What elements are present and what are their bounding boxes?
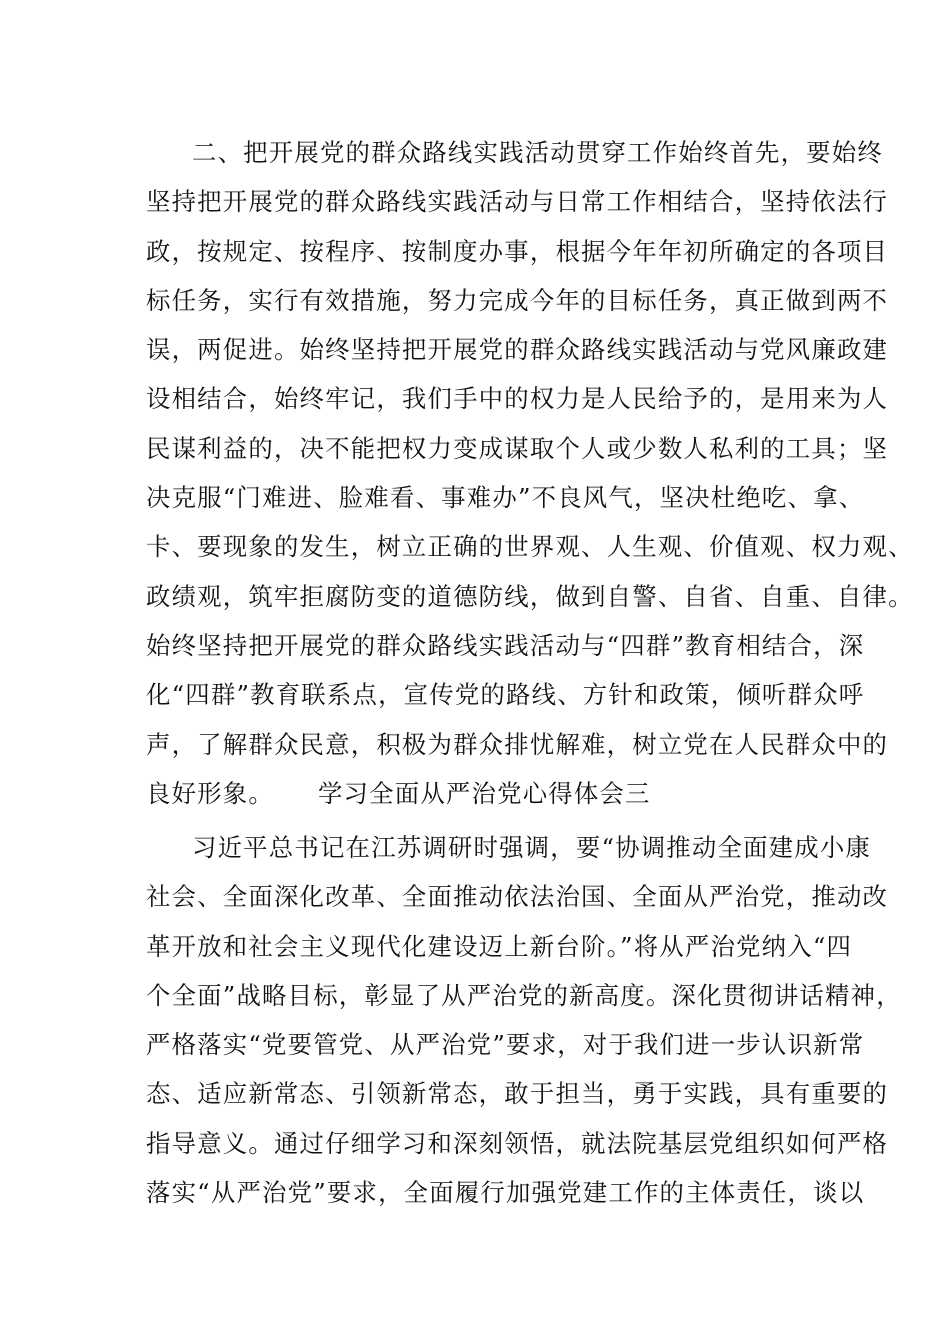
paragraph-line: 政绩观，筑牢拒腐防变的道德防线，做到自警、自省、自重、自律。 [146,581,914,611]
paragraph-line: 卡、要现象的发生，树立正确的世界观、人生观、价值观、权力观、 [146,532,914,562]
section-heading: 学习全面从严治党心得体会三 [317,778,651,808]
section-paragraph [146,823,902,1217]
paragraph-line: 个全面”战略目标，彰显了从严治党的新高度。深化贯彻讲话精神， [146,980,902,1010]
paragraph-line: 二、把开展党的群众路线实践活动贯穿工作始终首先，要始终 [192,138,883,167]
paragraph-line: 落实“从严治党”要求，全面履行加强党建工作的主体责任，谈以 [146,1178,865,1208]
section-paragraph [146,128,914,818]
paragraph-line: 决克服“门难进、脸难看、事难办”不良风气，坚决杜绝吃、拿、 [146,483,865,513]
paragraph-line: 误，两促进。始终坚持把开展党的群众路线实践活动与党风廉政建 [146,335,889,365]
paragraph-line: 化“四群”教育联系点，宣传党的路线、方针和政策，倾听群众呼 [146,680,865,710]
paragraph-line: 民谋利益的，决不能把权力变成谋取个人或少数人私利的工具；坚 [146,433,889,463]
paragraph-line: 严格落实“党要管党、从严治党”要求，对于我们进一步认识新常 [146,1030,865,1060]
paragraph-line: 习近平总书记在江苏调研时强调，要“协调推动全面建成小康 [192,833,872,862]
paragraph-line-end: 良好形象。 [146,778,274,808]
paragraph-line: 声，了解群众民意，积极为群众排忧解难，树立党在人民群众中的 [146,729,889,759]
paragraph-line: 指导意义。通过仔细学习和深刻领悟，就法院基层党组织如何严格 [146,1128,889,1158]
paragraph-last-line [146,769,814,818]
paragraph-line: 坚持把开展党的群众路线实践活动与日常工作相结合，坚持依法行 [146,187,889,217]
paragraph-line: 革开放和社会主义现代化建设迈上新台阶。”将从严治党纳入“四 [146,931,853,961]
paragraph-line: 设相结合，始终牢记，我们手中的权力是人民给予的，是用来为人 [146,384,889,414]
paragraph-line: 标任务，实行有效措施，努力完成今年的目标任务，真正做到两不 [146,285,889,315]
paragraph-line: 政，按规定、按程序、按制度办事，根据今年年初所确定的各项目 [146,236,889,266]
paragraph-line: 态、适应新常态、引领新常态，敢于担当，勇于实践，具有重要的 [146,1079,889,1109]
paragraph-line: 始终坚持把开展党的群众路线实践活动与“四群”教育相结合，深 [146,630,865,660]
paragraph-line: 社会、全面深化改革、全面推动依法治国、全面从严治党，推动改 [146,882,889,912]
